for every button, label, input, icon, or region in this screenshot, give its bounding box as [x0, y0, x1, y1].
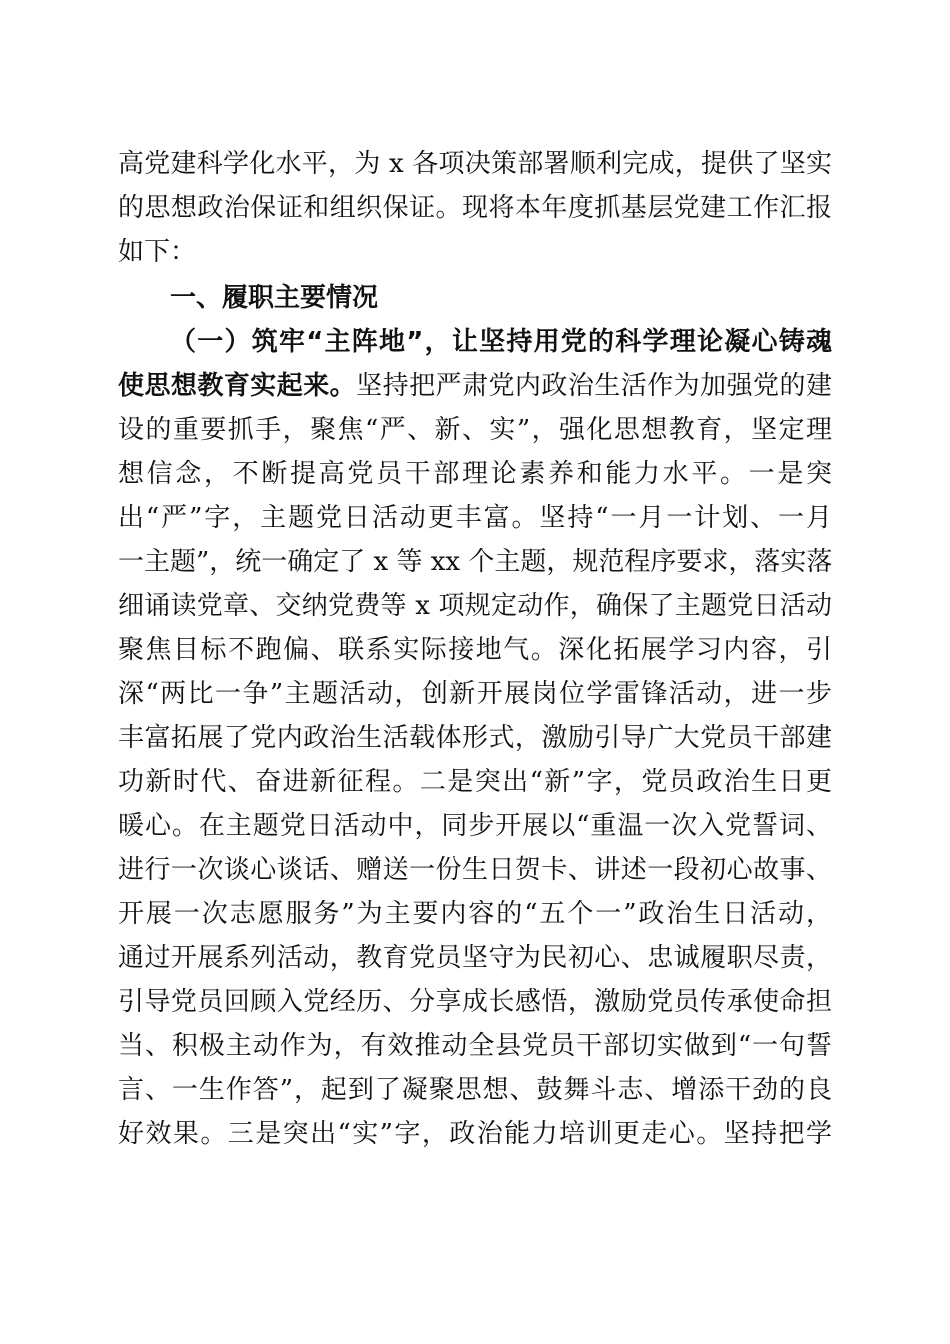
intro-line-3: 如下：: [118, 237, 197, 267]
body-line-first: [118, 366, 832, 406]
body-line: 想信念，不断提高党员干部理论素养和能力水平。一是突: [118, 459, 832, 489]
subsection-heading-line: [170, 322, 832, 362]
subsection-heading-part1: （一）筑牢“主阵地”，让坚持用党的科学理论凝心铸魂: [170, 327, 832, 357]
body-line: 深“两比一争”主题活动，创新开展岗位学雷锋活动，进一步: [118, 679, 832, 709]
body-line: 细诵读党章、交纳党费等 x 项规定动作，确保了主题党日活动: [118, 591, 832, 621]
body-line: 开展一次志愿服务”为主要内容的“五个一”政治生日活动，: [118, 899, 832, 929]
body-line: 好效果。三是突出“实”字，政治能力培训更走心。坚持把学: [118, 1119, 832, 1149]
section-heading: 一、履职主要情况: [170, 283, 379, 313]
body-line: 引导党员回顾入党经历、分享成长感悟，激励党员传承使命担: [118, 987, 832, 1017]
body-line: 进行一次谈心谈话、赠送一份生日贺卡、讲述一段初心故事、: [118, 855, 832, 885]
body-line: 丰富拓展了党内政治生活载体形式，激励引导广大党员干部建: [118, 723, 832, 753]
intro-line-1: 高党建科学化水平，为 x 各项决策部署顺利完成，提供了坚实: [118, 149, 832, 179]
body-line: 通过开展系列活动，教育党员坚守为民初心、忠诚履职尽责，: [118, 943, 832, 973]
body-line: 出“严”字，主题党日活动更丰富。坚持“一月一计划、一月: [118, 503, 832, 533]
body-line: 设的重要抓手，聚焦“严、新、实”，强化思想教育，坚定理: [118, 415, 832, 445]
body-line: 功新时代、奋进新征程。二是突出“新”字，党员政治生日更: [118, 767, 832, 797]
body-line: 当、积极主动作为，有效推动全县党员干部切实做到“一句誓: [118, 1031, 832, 1061]
body-line: 暖心。在主题党日活动中，同步开展以“重温一次入党誓词、: [118, 811, 832, 841]
intro-line-2: 的思想政治保证和组织保证。现将本年度抓基层党建工作汇报: [118, 193, 832, 223]
body-line: 言、一生作答”，起到了凝聚思想、鼓舞斗志、增添干劲的良: [118, 1075, 832, 1105]
body-first-line-rest: 坚持把严肃党内政治生活作为加强党的建: [356, 371, 832, 401]
subsection-heading-part2: 使思想教育实起来。: [118, 371, 357, 401]
body-line: 一主题”，统一确定了 x 等 xx 个主题，规范程序要求，落实落: [118, 547, 832, 577]
body-line: 聚焦目标不跑偏、联系实际接地气。深化拓展学习内容，引: [118, 635, 832, 665]
